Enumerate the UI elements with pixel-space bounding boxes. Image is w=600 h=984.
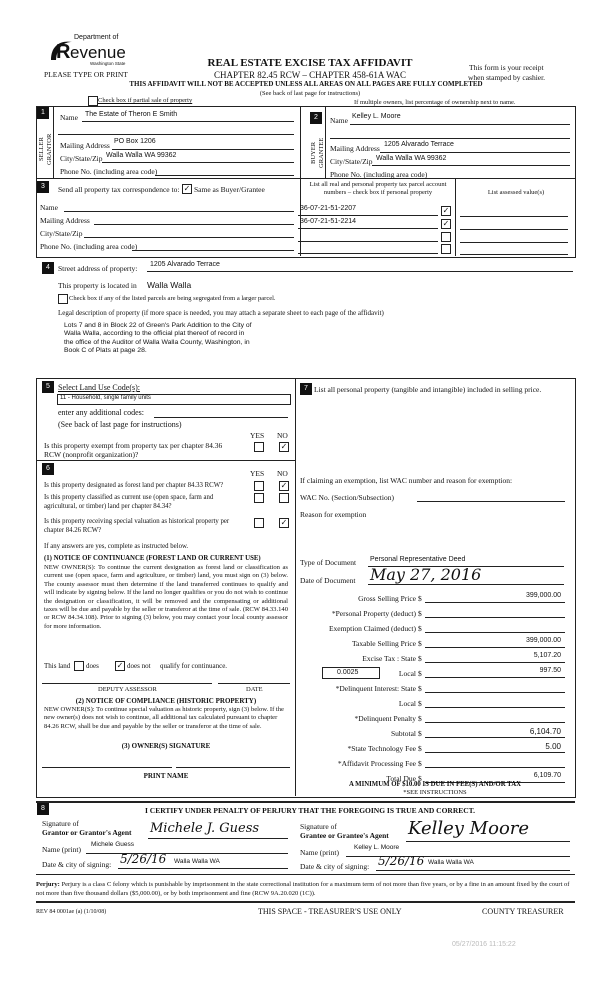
financial-row: Gross Selling Price $ 399,000.00 [298,592,570,607]
receipt-note-1: This form is your receipt [469,63,544,72]
see-back-note: (See back of last page for instructions) [259,90,361,97]
located-in-label: This property is located in [58,281,137,290]
current-use-no-checkbox[interactable] [279,493,289,503]
form-title: REAL ESTATE EXCISE TAX AFFIDAVIT [207,57,413,69]
same-as-buyer-checkbox[interactable]: ✓ [183,184,191,193]
yes-header: YES [250,431,265,440]
buyer-side-label: BUYER GRANTEE [310,137,325,169]
assessed-value-3[interactable] [460,233,568,243]
grantee-date-field[interactable]: 5/26/16 Walla Walla WA [376,861,570,871]
yes-header: YES [250,469,265,478]
logo-word: evenue [70,43,126,62]
seller-side-label: SELLER GRANTOR [38,133,53,165]
total-due-field[interactable]: 6,109.70 [425,773,565,783]
certify-statement: I CERTIFY UNDER PENALTY OF PERJURY THAT THE FOREGOING IS TRUE AND CORRECT. [144,806,475,815]
located-in-value: Walla Walla [147,280,192,290]
logo-initial: R [56,41,71,63]
doc-type-field[interactable]: Personal Representative Deed [368,557,564,567]
doc-type-label: Type of Document [300,558,357,567]
divider [36,901,575,903]
financial-row: Exemption Claimed (deduct) $ [298,622,570,637]
divider [53,106,54,178]
parcel-row-4[interactable] [298,244,438,254]
perjury-text: Perjury is a class C felony which is punishable by imprisonment in the state correctional institution for a maximum term of not more than five years, or by a fine in an amount fixed by the court of not more than five thousand dollars ($5,000.00), or by both imprisonment and fine (RCW 9A.20.020 (1C)). [36,881,570,897]
divider [325,106,326,178]
legal-line: the office of the Auditor of Walla Walla County, Washington, in [64,338,250,346]
cashier-stamp: 05/27/2016 11:15:22 [452,941,516,948]
gross-selling-price-field[interactable]: 399,000.00 [425,593,565,603]
corr-city-label: City/State/Zip [40,229,83,238]
exemption-label: If claiming an exemption, list WAC number and reason for exemption: [300,476,513,485]
logo-sub: Washington State [90,61,126,66]
delinquent-interest-local-field[interactable] [425,698,565,708]
does-not-label: does not [127,662,151,670]
seller-name-label: Name [60,113,78,122]
notice2-title: (2) NOTICE OF COMPLIANCE (HISTORIC PROPERTY) [75,697,257,705]
receipt-note-2: when stamped by cashier. [468,73,546,82]
divider [36,801,575,803]
assessor-date-label: DATE [246,686,263,693]
subtotal-field[interactable]: 6,104.70 [425,728,565,738]
parcels-header: List all real and personal property tax parcel account numbers – check box if personal property [309,181,447,196]
section-5-number: 5 [42,381,54,393]
corr-phone-field[interactable] [132,241,294,251]
grantor-date-label: Date & city of signing: [42,860,112,869]
perjury-bold: Perjury: [36,881,60,888]
buyer-city-field[interactable]: Walla Walla WA 99362 [372,156,570,166]
buyer-name-label: Name [330,116,348,125]
wac-label: WAC No. (Section/Subsection) [300,493,394,502]
corr-name-field[interactable] [64,202,294,212]
historic-no-checkbox[interactable]: ✓ [280,518,288,527]
assessed-value-2[interactable] [460,220,568,230]
see-instructions-note: *SEE INSTRUCTIONS [403,789,467,796]
grantee-name-field[interactable]: Kelley L. Moore [346,847,570,857]
buyer-name-field[interactable]: Kelley L. Moore [350,115,570,125]
financial-row: Excise Tax : State $ 5,107.20 [298,652,570,667]
deputy-assessor-line[interactable] [42,683,212,684]
minimum-due-note: A MINIMUM OF $10.00 IS DUE IN FEE(S) AND/OR TAX [348,781,522,788]
financial-row: *Delinquent Penalty $ [298,712,570,727]
corr-mailing-label: Mailing Address [40,216,90,225]
current-use-yes-checkbox[interactable] [254,493,264,503]
personal-property-area[interactable] [302,410,570,460]
buyer-city-label: City/State/Zip [330,157,373,166]
historic-question: Is this property receiving special valuation as historical property per chapter 84.26 RCW? [44,518,230,534]
parcel-row-3[interactable] [298,232,438,242]
additional-codes-label: enter any additional codes: [58,408,144,417]
grantor-date-field[interactable]: 5/26/16 Walla Walla WA [118,859,288,869]
grantor-sig-label-1: Signature of [42,819,79,828]
doc-date-label: Date of Document [300,576,356,585]
notice2-body: NEW OWNER(S): To continue special valuation as historic property, sign (3) below. If the new owner(s) does not wish to continue, all additional tax calculated pursuant to chapter 84.26 RCW, shall be due and payable by the seller or transferor at the time of sale. [44,706,284,730]
parcel-2-personal-checkbox[interactable]: ✓ [442,219,450,228]
taxable-selling-price-field[interactable]: 399,000.00 [425,638,565,648]
owner-signature-line[interactable] [42,767,172,768]
state-technology-fee-field[interactable]: 5.00 [425,743,565,753]
grantee-date-label: Date & city of signing: [300,862,370,871]
exempt-yes-checkbox[interactable] [254,442,264,452]
logo-line1: Department of [74,34,119,41]
grantee-sig-label-2: Grantee or Grantee's Agent [300,831,389,840]
segregated-label: Check box if any of the listed parcels are being segregated from a larger parcel. [69,295,276,302]
excise-tax-state-field[interactable]: 5,107.20 [425,653,565,663]
assessed-header: List assessed value(s) [487,189,545,196]
seller-city-label: City/State/Zip [60,154,103,163]
forest-no-checkbox[interactable]: ✓ [280,481,288,490]
grantor-signature-field[interactable]: Michele J. Guess [148,829,288,839]
grantor-name-label: Name (print) [42,845,81,854]
delinquent-penalty-field[interactable] [425,713,565,723]
partial-sale-checkbox[interactable] [88,96,98,106]
legal-description-label: Legal description of property (if more space is needed, you may attach a separate sheet to each page of the affidavit) [58,309,384,317]
legal-line: Lots 7 and 8 in Block 22 of Green's Park Addition to the City of [64,322,252,329]
legal-line: Walla Walla, according to the official plat thereof of record in [64,330,245,338]
qualify-label: qualify for continuance. [160,662,228,670]
financial-row: *State Technology Fee $ 5.00 [298,742,570,757]
parcel-4-personal-checkbox[interactable] [441,244,451,254]
segregated-checkbox[interactable] [58,294,68,304]
financial-row: *Affidavit Processing Fee $ [298,757,570,772]
grantee-sig-label-1: Signature of [300,822,337,831]
does-not-checkbox[interactable]: ✓ [116,661,124,670]
divider [36,460,296,461]
same-as-buyer-label: Same as Buyer/Grantee [194,185,265,194]
dor-logo [48,32,138,68]
send-correspondence-label: Send all property tax correspondence to: [58,185,180,194]
personal-property-deduct-field[interactable] [425,608,565,618]
section-1-number: 1 [37,107,49,119]
does-checkbox[interactable] [74,661,84,671]
no-header: NO [277,431,288,440]
form-warning: THIS AFFIDAVIT WILL NOT BE ACCEPTED UNLESS ALL AREAS ON ALL PAGES ARE FULLY COMPLETED [129,80,483,88]
treasurer-use-label: THIS SPACE - TREASURER'S USE ONLY [258,907,402,916]
exemption-claimed-field[interactable] [425,623,565,633]
land-use-label: Select Land Use Code(s): [58,383,140,392]
delinquent-interest-state-field[interactable] [425,683,565,693]
partial-sale-label: Check box if partial sale of property [98,97,193,104]
assessed-value-1[interactable] [460,207,568,217]
financial-row: Subtotal $ 6,104.70 [298,727,570,742]
forest-question: Is this property designated as forest land per chapter 84.33 RCW? [44,482,224,489]
divider [36,874,575,875]
seller-mailing-field[interactable]: PO Box 1206 [112,140,294,150]
section-8-number: 8 [37,803,49,815]
notice1-body: NEW OWNER(S): To continue the current designation as forest land or classification as current use (open space, farm and agriculture, or timber) land, you must sign on (3) below. The county assessor must then determine if the land transferred continues to qualify and will indicate by signing below. If the land no longer qualifies or you do not wish to continue the designation or classification, it will be removed and the compensating or additional taxes will be due and payable by the seller or transferor at the time of sale. (RCW 84.33.140 or RCW 84.34.108). Prior to signing (3) below, you may contact your local county assessor for more information. [44,564,288,630]
historic-yes-checkbox[interactable] [254,518,264,528]
please-type: PLEASE TYPE OR PRINT [44,70,128,79]
section-7-number: 7 [300,383,312,395]
financial-row: *Delinquent Interest: State $ [298,682,570,697]
buyer-mailing-label: Mailing Address [330,144,380,153]
section-4-number: 4 [42,262,54,274]
seller-name-line2-field[interactable] [58,125,294,135]
legal-description[interactable] [64,322,252,355]
section-3-number: 3 [37,181,49,193]
forest-yes-checkbox[interactable] [254,481,264,491]
corr-name-label: Name [40,203,58,212]
parcel-3-personal-checkbox[interactable] [441,232,451,242]
financial-row: 0.0025 Local $ 997.50 [298,667,570,682]
section-6-number: 6 [42,463,54,475]
corr-city-field[interactable] [84,228,294,238]
parcel-row-1[interactable]: 36-07-21-51-2207 [298,206,438,216]
financial-row: Total Due $ 6,109.70 [298,772,570,787]
county-treasurer-label: COUNTY TREASURER [482,907,564,916]
perjury-notice [36,881,576,898]
if-yes-note: If any answers are yes, complete as instructed below. [44,543,189,550]
seller-name-field[interactable]: The Estate of Theron E Smith [82,112,294,122]
seller-phone-label: Phone No. (including area code) [60,167,158,176]
buyer-name-line2-field[interactable] [330,129,570,139]
notice1-title: (1) NOTICE OF CONTINUANCE (FOREST LAND OR CURRENT USE) [44,555,261,562]
seller-mailing-label: Mailing Address [60,141,110,150]
buyer-phone-field[interactable] [426,169,570,179]
financial-row: Local $ [298,697,570,712]
street-address-field[interactable]: 1205 Alvarado Terrace [147,262,573,272]
assessor-date-line[interactable] [218,683,290,684]
legal-line: Book C of Plats at page 28. [64,346,147,354]
affidavit-processing-fee-field[interactable] [425,758,565,768]
reason-field[interactable] [300,520,568,550]
financial-row: *Personal Property (deduct) $ [298,607,570,622]
seller-phone-field[interactable] [155,166,294,176]
assessed-value-4[interactable] [460,245,568,255]
street-address-label: Street address of property: [58,264,138,273]
corr-mailing-field[interactable] [94,215,294,225]
land-use-select[interactable]: 11 - Household, single family units [57,394,291,405]
grantee-signature-field[interactable]: Kelley Moore [406,832,570,842]
corr-phone-label: Phone No. (including area code) [40,242,138,251]
parcel-row-2[interactable]: 36-07-21-51-2214 [298,219,438,229]
local-rate-field[interactable]: 0.0025 [322,667,380,679]
no-header: NO [277,469,288,478]
current-use-question: Is this property classified as current use (open space, farm and agricultural, or timber) land per chapter 84.34? [44,494,214,510]
does-label: does [86,662,99,670]
land-use-see-back: (See back of last page for instructions) [58,420,182,429]
grantor-name-field[interactable]: Michele Guess [86,844,288,854]
owner-signature-label: (3) OWNER(S) SIGNATURE [121,742,211,750]
buyer-mailing-field[interactable]: 1205 Alvarado Terrace [380,143,570,153]
divider [295,378,296,796]
exempt-no-checkbox[interactable]: ✓ [280,442,288,451]
financial-row: Taxable Selling Price $ 399,000.00 [298,637,570,652]
section-2-number: 2 [310,112,322,124]
buyer-phone-label: Phone No. (including area code) [330,170,428,179]
excise-tax-local-field[interactable]: 997.50 [425,668,565,678]
parcel-1-personal-checkbox[interactable]: ✓ [442,206,450,215]
grantee-name-label: Name (print) [300,848,339,857]
print-name-label: PRINT NAME [143,772,189,780]
additional-codes-field[interactable] [154,408,288,418]
grantor-sig-label-2: Grantor or Grantor's Agent [42,828,132,837]
owner-signature-line-2[interactable] [176,767,290,768]
seller-city-field[interactable]: Walla Walla WA 99362 [102,153,294,163]
reason-label: Reason for exemption [300,510,367,519]
form-chapter: CHAPTER 82.45 RCW – CHAPTER 458-61A WAC [214,70,406,80]
exempt-question: Is this property exempt from property tax per chapter 84.36 RCW (nonprofit organization)? [44,441,223,459]
personal-property-label: List all personal property (tangible and intangible) included in selling price. [314,385,542,394]
multiple-owners-note: If multiple owners, list percentage of ownership next to name. [354,99,516,106]
divider [455,178,456,256]
wac-field[interactable] [417,492,565,502]
doc-date-field[interactable]: May 27, 2016 [368,575,564,585]
deputy-assessor-label: DEPUTY ASSESSOR [98,686,157,693]
form-id: REV 84 0001ae (a) (1/10/08) [36,909,107,915]
this-land-label: This land [44,662,71,670]
